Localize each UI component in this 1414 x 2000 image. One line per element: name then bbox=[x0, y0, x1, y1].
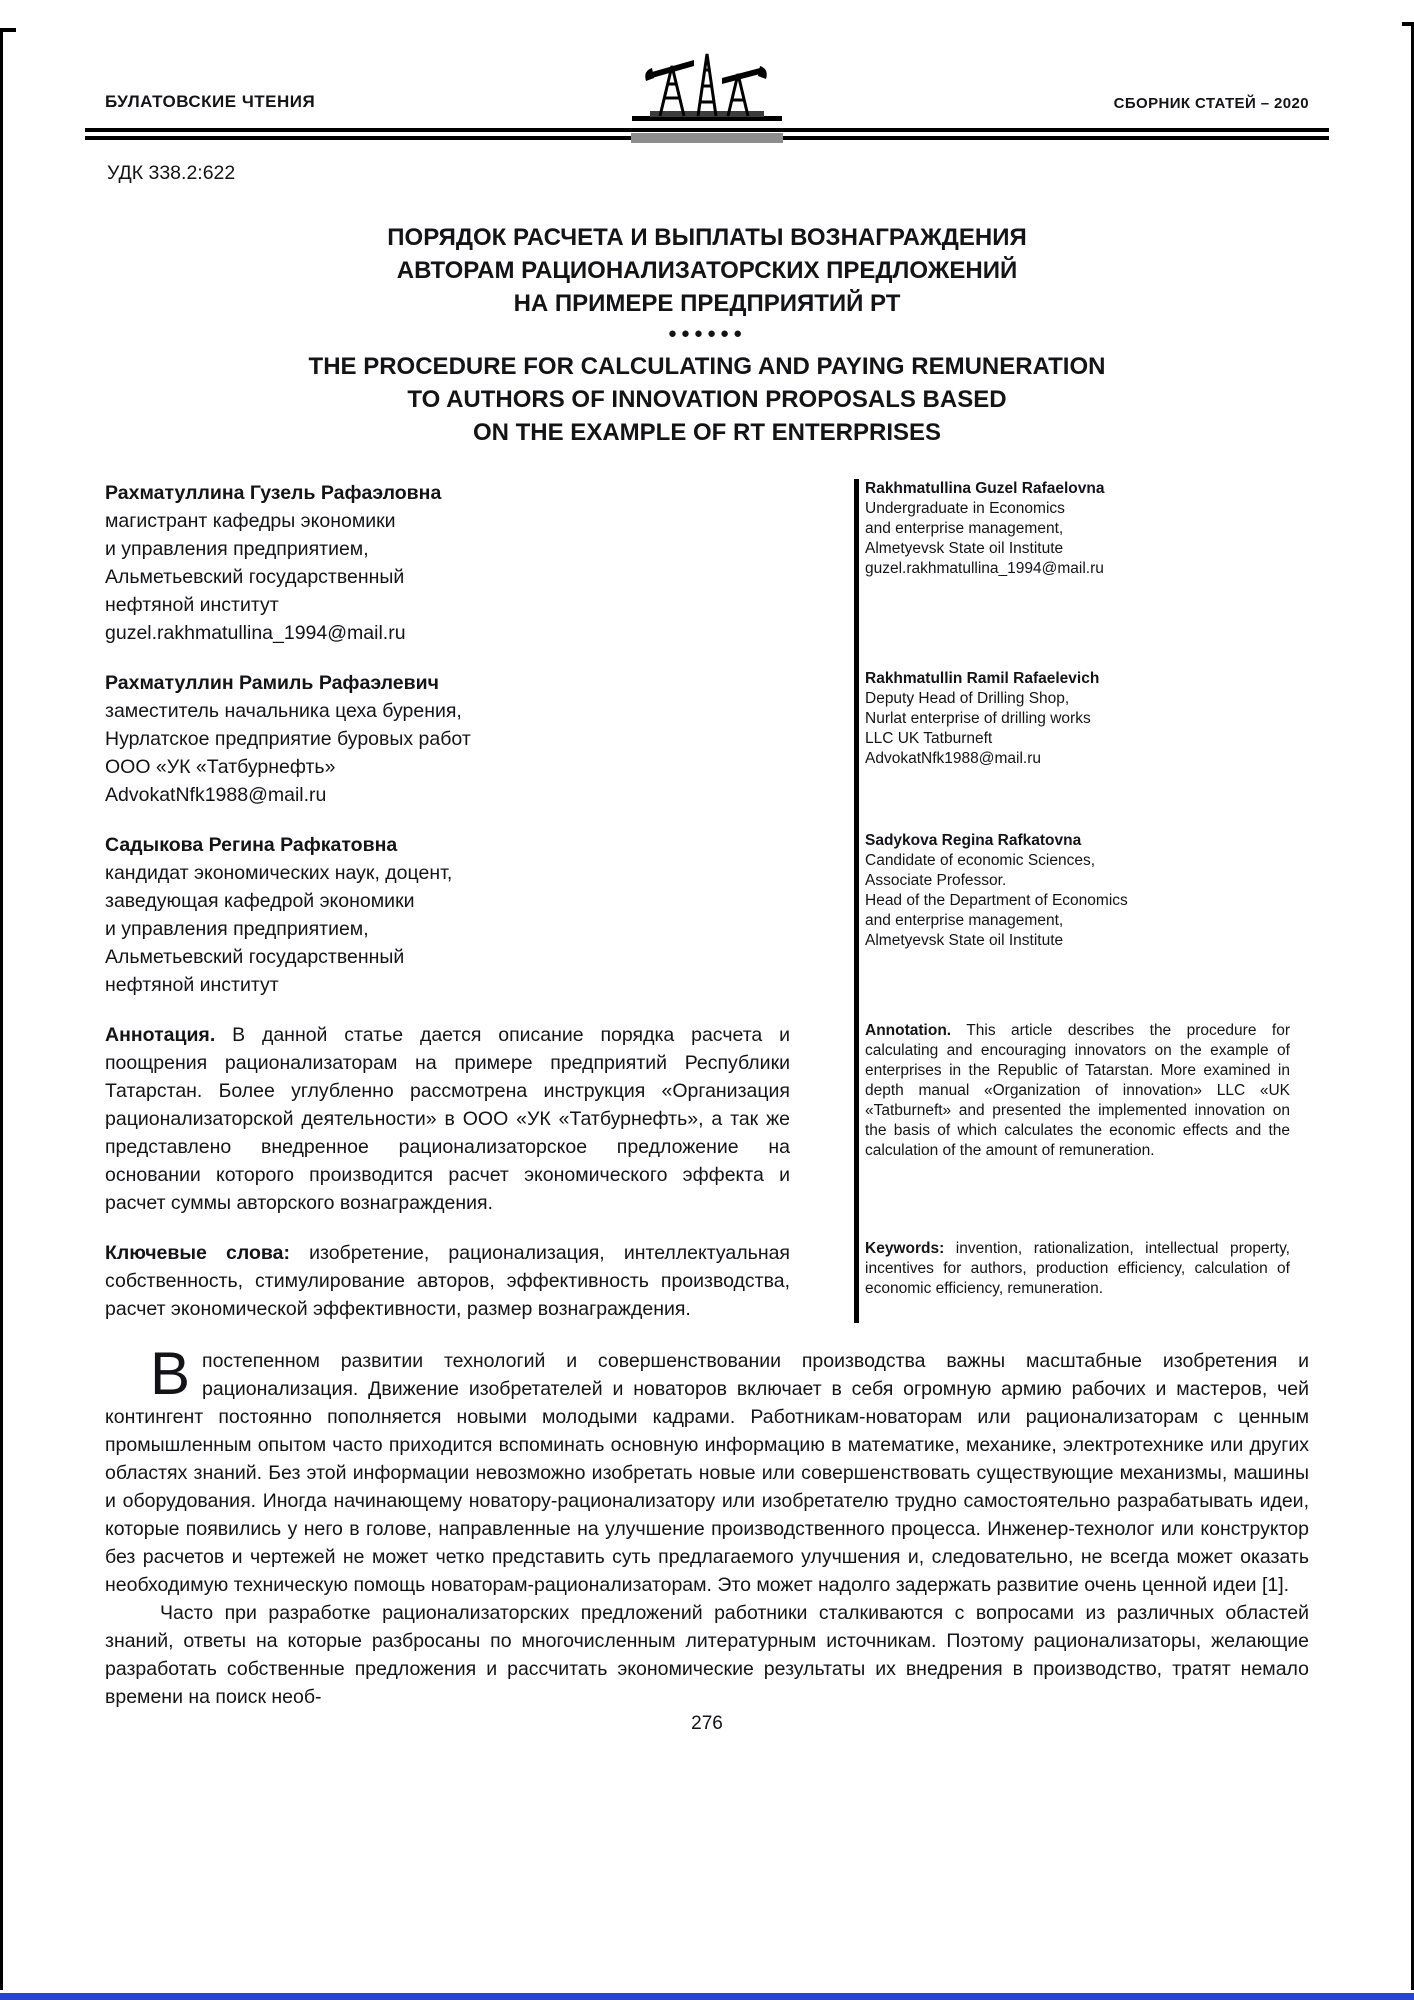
article-body bbox=[105, 1340, 1309, 1711]
author-block-ru-3 bbox=[105, 831, 790, 999]
title-english bbox=[0, 350, 1414, 449]
author-affiliation-line: Альметьевский государственный bbox=[105, 566, 405, 588]
title-en-line-2: TO AUTHORS OF INNOVATION PROPOSALS BASED bbox=[407, 386, 1007, 413]
author-name: Садыкова Регина Рафкатовна bbox=[105, 834, 398, 856]
dropcap: В bbox=[150, 1340, 191, 1407]
title-en-line-3: ON THE EXAMPLE OF RT ENTERPRISES bbox=[472, 419, 942, 446]
scan-corner-top-right bbox=[1402, 22, 1414, 26]
abstract-en-text: This article describes the procedure for calculating and encouraging innovators on the example of enterprises in the Republic of Tatarstan. More examined in depth manual «Organization of innovation» LLC «UK «Tatburneft» and presented the implemented innovation on the basis of which calculates the economic effects and the calculation of the amount of remuneration. bbox=[865, 1022, 1290, 1159]
author-affiliation-line: Nurlat enterprise of drilling works bbox=[865, 710, 1091, 727]
page-number: 276 bbox=[691, 1713, 723, 1734]
author-affiliation-line: кандидат экономических наук, доцент, bbox=[105, 862, 453, 884]
author-email: guzel.rakhmatullina_1994@mail.ru bbox=[105, 622, 406, 644]
keywords-ru-text: изобретение, рационализация, интеллектуальная собственность, стимулирование авторов, эффективность производства, расчет экономической эффективности, размер вознаграждения. bbox=[105, 1242, 790, 1320]
title-ru-line-1: ПОРЯДОК РАСЧЕТА И ВЫПЛАТЫ ВОЗНАГРАЖДЕНИЯ bbox=[387, 224, 1027, 251]
keywords-en-text: invention, rationalization, intellectual property, incentives for authors, production efficiency, calculation of economic efficiency, remuneration. bbox=[865, 1240, 1290, 1297]
author-abstract-section bbox=[105, 479, 1309, 1323]
author-name: Rakhmatullina Guzel Rafaelovna bbox=[865, 480, 1105, 497]
author-block-en-2 bbox=[865, 669, 1290, 769]
title-separator-dots: ●●●●●● bbox=[667, 325, 747, 342]
abstract-en bbox=[865, 1021, 1290, 1161]
author-email: AdvokatNfk1988@mail.ru bbox=[105, 784, 327, 806]
author-affiliation-line: Almetyevsk State oil Institute bbox=[865, 932, 1064, 949]
column-divider bbox=[854, 479, 859, 1323]
author-block-en-3 bbox=[865, 831, 1290, 951]
author-affiliation-line: Head of the Department of Economics bbox=[865, 892, 1128, 909]
author-affiliation-line: and enterprise management, bbox=[865, 912, 1064, 929]
scan-corner-top-left bbox=[0, 28, 16, 32]
author-affiliation-line: нефтяной институт bbox=[105, 974, 279, 996]
keywords-en-label: Keywords: bbox=[865, 1240, 945, 1257]
abstract-ru-text: В данной статье дается описание порядка расчета и поощрения рационализаторам на примере предприятий Республики Татарстан. Более углубленно рассмотрена инструкция «Организация рационализаторской деятельности» в ООО «УК «Татбурнефть», а так же представлено внедренное рационализаторское предложение на основании которого производится расчет экономического эффекта и расчет суммы авторского вознаграждения. bbox=[105, 1024, 790, 1214]
scan-edge-left bbox=[0, 28, 3, 1990]
author-affiliation-line: магистрант кафедры экономики bbox=[105, 510, 396, 532]
body-paragraph-1-text: постепенном развитии технологий и совершенствовании производства важны масштабные изобретения и рационализация. Движение изобретателей и новаторов включает в себя огромную армию рабочих и мастеров, чей контингент постоянно пополняется новыми молодыми кадрами. Работникам-новаторам или рационализаторам с ценным промышленным опытом часто приходится вспоминать основную информацию в математике, механике, электротехнике или других областях знаний. Без этой информации невозможно изобретать новые или совершенствовать существующие механизмы, машины и оборудования. Иногда начинающему новатору-рационализатору или изобретателю трудно самостоятельно разрабатывать идеи, которые появились у него в голове, направленные на улучшение производственного процесса. Инженер-технолог или конструктор без расчетов и чертежей не может четко представить суть предлагаемого улучшения и, следовательно, не всегда может оказать необходимую техническую помощь новаторам-рационализаторам. Это может надолго задержать развитие очень ценной идеи [1]. bbox=[105, 1350, 1309, 1596]
author-affiliation-line: Associate Professor. bbox=[865, 872, 1007, 889]
author-affiliation-line: заведующая кафедрой экономики bbox=[105, 890, 415, 912]
author-affiliation-line: Undergraduate in Economics bbox=[865, 500, 1065, 517]
author-affiliation-line: и управления предприятием, bbox=[105, 918, 369, 940]
author-block-ru-1 bbox=[105, 479, 790, 647]
pumpjack-logo bbox=[632, 46, 782, 124]
author-name: Рахматуллина Гузель Рафаэловна bbox=[105, 482, 442, 504]
author-name: Рахматуллин Рамиль Рафаэлевич bbox=[105, 672, 439, 694]
title-en-line-1: THE PROCEDURE FOR CALCULATING AND PAYING REMUNERATION bbox=[308, 353, 1106, 380]
keywords-en bbox=[865, 1239, 1290, 1299]
scan-edge-bottom bbox=[0, 1993, 1414, 2000]
keywords-ru bbox=[105, 1239, 790, 1323]
udc-code: УДК 338.2:622 bbox=[107, 162, 236, 184]
author-affiliation-line: and enterprise management, bbox=[865, 520, 1064, 537]
author-affiliation-line: Альметьевский государственный bbox=[105, 946, 405, 968]
author-affiliation-line: и управления предприятием, bbox=[105, 538, 369, 560]
author-affiliation-line: Deputy Head of Drilling Shop, bbox=[865, 690, 1070, 707]
author-affiliation-line: Candidate of economic Sciences, bbox=[865, 852, 1096, 869]
author-affiliation-line: заместитель начальника цеха бурения, bbox=[105, 700, 462, 722]
author-affiliation-line: Almetyevsk State oil Institute bbox=[865, 540, 1064, 557]
author-block-en-1 bbox=[865, 479, 1290, 579]
author-name: Rakhmatullin Ramil Rafaelevich bbox=[865, 670, 1100, 687]
author-affiliation-line: ООО «УК «Татбурнефть» bbox=[105, 756, 336, 778]
author-affiliation-line: Нурлатское предприятие буровых работ bbox=[105, 728, 471, 750]
header-volume-title: СБОРНИК СТАТЕЙ – 2020 bbox=[1113, 95, 1309, 112]
author-name: Sadykova Regina Rafkatovna bbox=[865, 832, 1082, 849]
author-email: AdvokatNfk1988@mail.ru bbox=[865, 750, 1041, 767]
author-block-ru-2 bbox=[105, 669, 790, 809]
keywords-ru-label: Ключевые слова: bbox=[105, 1242, 290, 1264]
logo-shadow bbox=[631, 133, 783, 143]
body-paragraph-1 bbox=[105, 1340, 1309, 1599]
abstract-ru-label: Аннотация. bbox=[105, 1024, 216, 1046]
header-series-title: БУЛАТОВСКИЕ ЧТЕНИЯ bbox=[105, 92, 316, 111]
author-affiliation-line: LLC UK Tatburneft bbox=[865, 730, 993, 747]
abstract-en-label: Annotation. bbox=[865, 1022, 952, 1039]
header-rule-top bbox=[85, 128, 1329, 132]
title-ru-line-2: АВТОРАМ РАЦИОНАЛИЗАТОРСКИХ ПРЕДЛОЖЕНИЙ bbox=[396, 257, 1018, 284]
author-affiliation-line: нефтяной институт bbox=[105, 594, 279, 616]
title-russian bbox=[0, 221, 1414, 320]
title-ru-line-3: НА ПРИМЕРЕ ПРЕДПРИЯТИЙ РТ bbox=[513, 290, 901, 317]
author-email: guzel.rakhmatullina_1994@mail.ru bbox=[865, 560, 1104, 577]
body-paragraph-2: Часто при разработке рационализаторских предложений работники сталкиваются с вопросами из различных областей знаний, ответы на которые разбросаны по многочисленным литературным источникам. Поэтому рационализаторы, желающие разработать собственные предложения и рассчитать экономические результаты их внедрения в производство, тратят немало времени на поиск необ- bbox=[105, 1602, 1309, 1708]
abstract-ru bbox=[105, 1021, 790, 1217]
